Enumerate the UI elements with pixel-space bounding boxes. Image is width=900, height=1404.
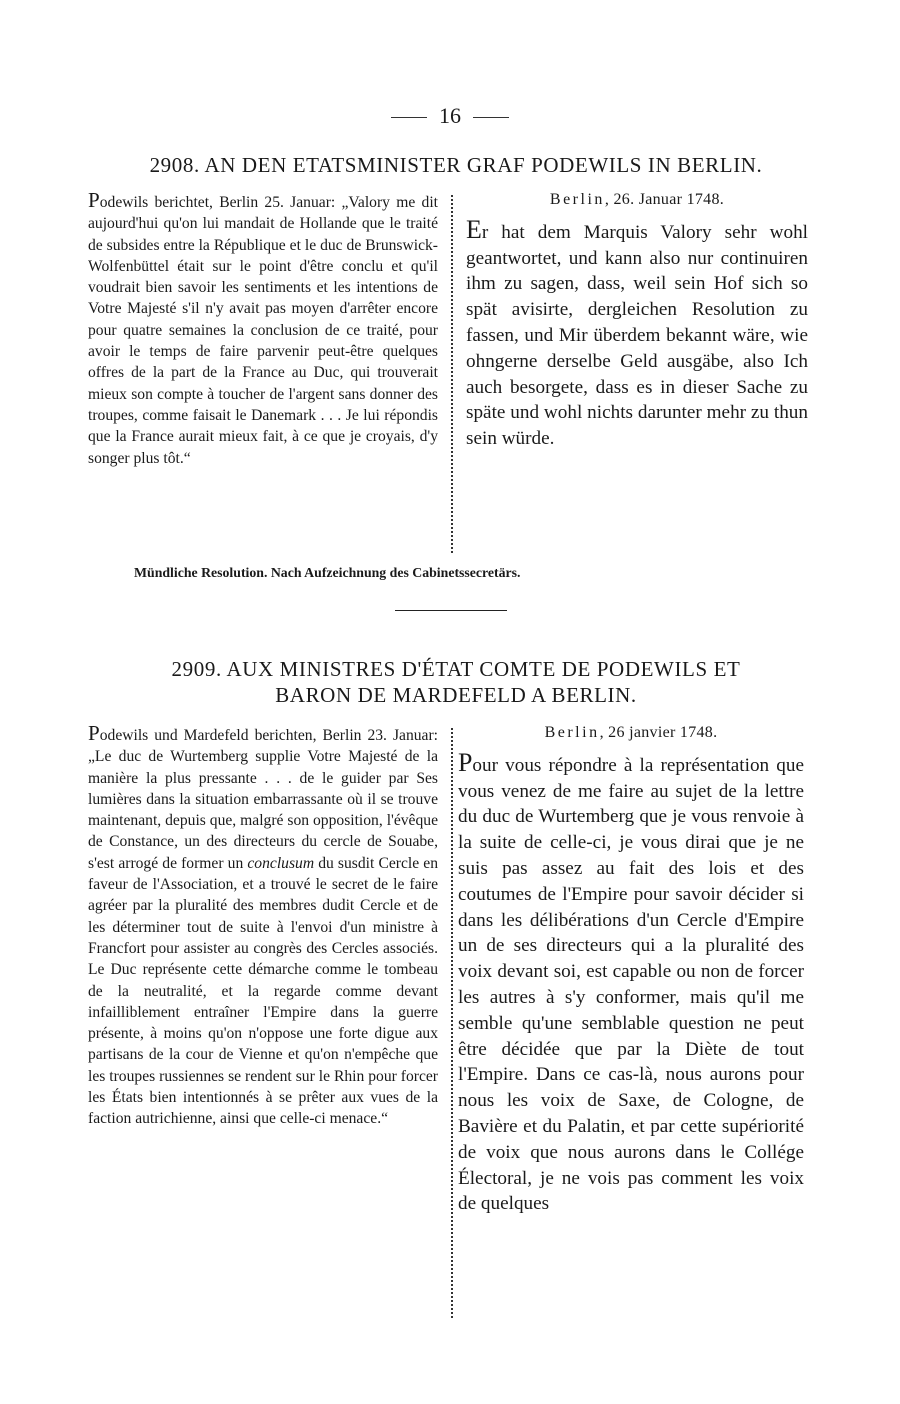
section-2908-reply-text: r hat dem Marquis Valory sehr wohl geantwortet, und kann also nur continuiren ihm zu sagen, dass, weil sein Hof sich so spät avisirte, dergleichen Resolution zu fassen, und Mir überdem bekannt wäre, wie ohngerne derselbe Geld ausgäbe, also Ich auch besorgete, dass es in dieser Sache zu späte und wohl nichts darunter mehr zu thun sein würde. (466, 221, 808, 450)
section-2908-footnote: Mündliche Resolution. Nach Aufzeichnung des Cabinetssecretärs. (134, 565, 521, 580)
page-header (0, 104, 900, 128)
section-2909-summary-text-1: odewils und Mardefeld berichten, Berlin 23. Januar: „Le duc de Wurtemberg supplie Votre Majesté de la manière la plus pressante . . . de le guider par Ses lumières dans la situation embarrassante où il se trouve maintenant, depuis que, malgré son opposition, l'évêque de Constance, un des directeurs du cercle de Souabe, s'est arrogé de former un (88, 727, 438, 872)
section-2909-title-line1: 2909. AUX MINISTRES D'ÉTAT COMTE DE PODEWILS ET (171, 657, 741, 681)
section-2908-date-rest: , 26. Januar 1748. (604, 191, 725, 208)
section-2909-reply (458, 720, 804, 1217)
section-2909-summary-italic: conclusum (247, 854, 315, 872)
header-dash-right (473, 117, 509, 118)
section-separator-rule (395, 610, 507, 611)
section-2908-column-divider (451, 195, 453, 553)
section-2908-summary-lead: P (88, 188, 100, 212)
section-2908-summary-text: odewils berichtet, Berlin 25. Januar: „Valory me dit aujourd'hui qu'on lui mandait de Hollande que le traité de subsides entre la République et le duc de Brunswick-Wolfenbüttel était sur le point d'être conclu et qu'il voudrait bien savoir les sentiments et les intentions de Votre Majesté s'il n'y avait pas moyen d'arrêter encore pour quatre semaines la conclusion de ce traité, pour avoir le temps de faire parvenir peut-être quelques offres de la part de la France au Duc, qui trouverait mieux son compte à toucher de l'argent sans donner des troupes, comme faisait le Danemark . . . Je lui répondis que la France aurait mieux fait, à ce que je croyais, d'y songer plus tôt.“ (88, 194, 438, 467)
section-2909-summary-lead: P (88, 721, 100, 745)
section-2909-title (100, 656, 812, 708)
section-2909-date-rest: , 26 janvier 1748. (599, 724, 718, 741)
section-2908-reply (466, 187, 808, 452)
section-2909-date-city: Berlin (544, 724, 600, 741)
section-2909-title-line2: BARON DE MARDEFELD A BERLIN. (275, 683, 637, 707)
section-2909-summary (88, 723, 438, 1130)
header-dash-left (391, 117, 427, 118)
section-2909-reply-text: our vous répondre à la représentation que vous venez de me faire au sujet de la lettre du duc de Wurtemberg que je vous renvoie à la suite de celle-ci, je vous dirai que je ne suis pas assez au fait des lois et des coutumes de l'Empire pour savoir décider si dans les délibérations d'un Cercle d'Empire un de ses directeurs qui a la pluralité des voix devant soi, est capable ou non de forcer les autres à s'y conformer, mais qu'il me semble qu'une semblable question ne peut être décidée que par la Diète de tout l'Empire. Dans ce cas-là, nous aurons pour nous les voix de Saxe, de Cologne, de Bavière et du Palatin, et par cette supériorité de voix que nous aurons dans le Collége Électoral, je ne vois pas comment les voix de quelques (458, 754, 804, 1215)
section-2908-title: 2908. AN DEN ETATSMINISTER GRAF PODEWILS IN BERLIN. (149, 153, 763, 177)
section-2908-summary (88, 190, 438, 469)
section-2909-summary-text-2: du susdit Cercle en faveur de l'Association, et a trouvé le secret de le faire agréer par la pluralité des membres dudit Cercle et de les déterminer tout de suite à l'envoi d'un ministre à Francfort pour assister au congrès des Cercles associés. Le Duc représente cette démarche comme le tombeau de la neutralité, et la regarde comme devant infailliblement entraîner l'Empire dans la guerre présente, à moins qu'on n'oppose une forte digue aux partisans de la cour de Vienne et qu'on n'empêche que les troupes russiennes se rendent sur le Rhin pour forcer les États bien intentionnés à se prêter aux vues de la faction autrichienne, ainsi que celle-ci menace.“ (88, 854, 438, 1128)
section-2908-date (466, 187, 808, 213)
section-2908-date-city: Berlin (549, 191, 605, 208)
section-2909-date (458, 720, 804, 746)
page-number: 16 (439, 103, 461, 128)
section-2908-reply-lead: E (466, 214, 482, 244)
section-2909-reply-lead: P (458, 747, 473, 777)
section-2909-column-divider (451, 728, 453, 1318)
